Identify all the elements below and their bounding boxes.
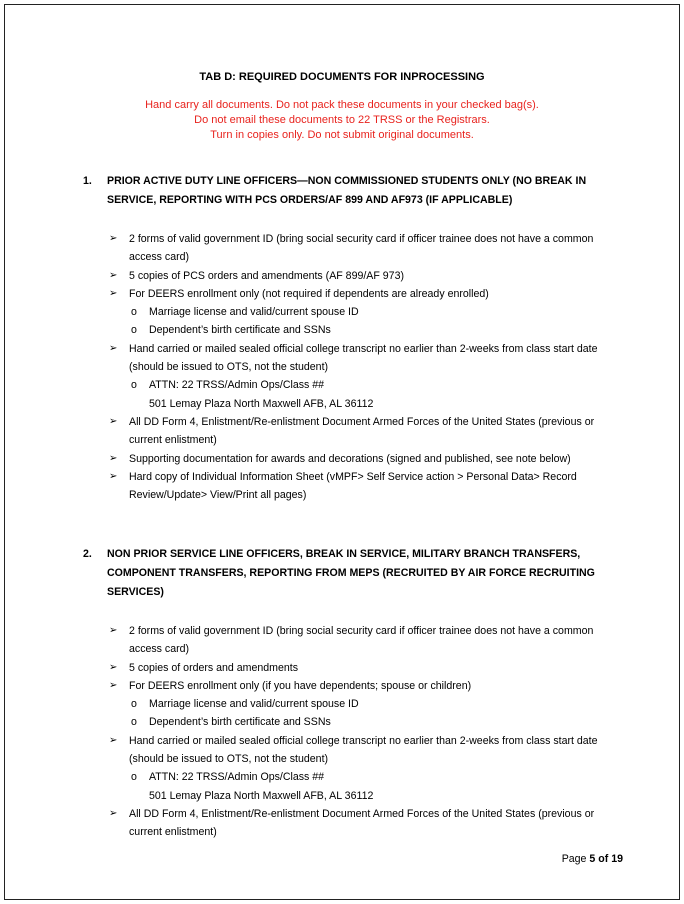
list-item [109,732,629,769]
list-item-text: Hand carried or mailed sealed official college transcript no earlier than 2-weeks from class start date (should be issued to OTS, not the student) [129,342,598,374]
sub-list-item [109,376,629,413]
circle-bullet-icon: o [131,379,137,392]
list-item [109,230,629,267]
sub-list-item [109,695,629,713]
list-item-text: 5 copies of orders and amendments [129,661,299,674]
arrow-bullet-icon: ➢ [109,415,118,427]
sub-list-item [109,768,629,805]
list-item-text: 5 copies of PCS orders and amendments (AF 899/AF 973) [129,269,404,282]
sub-item-text: Marriage license and valid/current spouse ID [149,698,359,711]
arrow-bullet-icon: ➢ [109,734,118,746]
document-title: TAB D: REQUIRED DOCUMENTS FOR INPROCESSING [199,71,485,83]
list-item-text: For DEERS enrollment only (if you have dependents; spouse or children) [129,679,472,692]
list-item-text: All DD Form 4, Enlistment/Re-enlistment Document Armed Forces of the United States (previous or current enlistment) [129,415,595,447]
arrow-bullet-icon: ➢ [109,269,118,281]
list-item-text: All DD Form 4, Enlistment/Re-enlistment Document Armed Forces of the United States (previous or current enlistment) [129,807,595,839]
section-heading-text: NON PRIOR SERVICE LINE OFFICERS, BREAK IN SERVICE, MILITARY BRANCH TRANSFERS, COMPONENT TRANSFERS, REPORTING FROM MEPS (RECRUITED BY AIR FORCE RECRUITING SERVICES) [107,548,595,598]
arrow-bullet-icon: ➢ [109,625,118,636]
section-heading-text: PRIOR ACTIVE DUTY LINE OFFICERS—NON COMMISSIONED STUDENTS ONLY (NO BREAK IN SERVICE, REPORTING WITH PCS ORDERS/AF 899 AND AF973 (IF APPLICABLE) [107,175,587,206]
list-item [109,413,629,450]
page-prefix: Page [561,853,587,865]
circle-bullet-icon: o [131,771,137,784]
sub-item-text: Dependent’s birth certificate and SSNs [149,716,331,729]
warning-line: Do not email these documents to 22 TRSS or the Registrars. [194,114,490,126]
page-of: of [598,853,609,865]
page-number [562,853,623,865]
current-page: 5 [589,853,596,865]
section-number: 2. [83,548,92,560]
requirements-list [109,230,629,504]
list-item [109,450,629,468]
warning-line: Hand carry all documents. Do not pack these documents in your checked bag(s). [145,99,539,111]
sub-list-item [109,713,629,731]
arrow-bullet-icon: ➢ [109,233,118,244]
sub-list-item [109,321,629,339]
document-page [4,4,680,900]
arrow-bullet-icon: ➢ [109,342,118,354]
list-item-text: Hand carried or mailed sealed official college transcript no earlier than 2-weeks from class start date (should be issued to OTS, not the student) [129,734,598,766]
list-item-text: Supporting documentation for awards and decorations (signed and published, see note below) [129,452,571,465]
list-item [109,659,629,677]
list-item [109,468,629,505]
circle-bullet-icon: o [131,324,137,337]
arrow-bullet-icon: ➢ [109,807,118,819]
arrow-bullet-icon: ➢ [109,470,118,482]
section-number: 1. [83,175,92,187]
circle-bullet-icon: o [131,716,137,729]
address-line: ATTN: 22 TRSS/Admin Ops/Class ## [149,771,325,784]
arrow-bullet-icon: ➢ [109,452,118,464]
section-heading [83,172,623,210]
list-item-text: Hard copy of Individual Information Sheet (vMPF> Self Service action > Personal Data> Record Review/Update> View/Print all pages) [129,470,577,502]
arrow-bullet-icon: ➢ [109,661,118,673]
list-item [109,267,629,285]
list-item [109,805,629,842]
warning-line: Turn in copies only. Do not submit original documents. [210,129,474,141]
address-line: 501 Lemay Plaza North Maxwell AFB, AL 36112 [149,397,374,410]
list-item-text: 2 forms of valid government ID (bring social security card if officer trainee does not have a common access card) [129,625,594,656]
sub-item-text: Dependent’s birth certificate and SSNs [149,324,331,337]
requirements-list [109,622,629,842]
circle-bullet-icon: o [131,698,137,711]
arrow-bullet-icon: ➢ [109,679,118,691]
address-line: 501 Lemay Plaza North Maxwell AFB, AL 36112 [149,789,374,802]
warning-block [5,98,679,143]
sub-list-item [109,303,629,321]
section-heading [83,545,623,602]
total-pages: 19 [611,853,623,865]
list-item-text: For DEERS enrollment only (not required if dependents are already enrolled) [129,287,489,300]
list-item [109,285,629,303]
list-item [109,677,629,695]
arrow-bullet-icon: ➢ [109,287,118,299]
address-line: ATTN: 22 TRSS/Admin Ops/Class ## [149,379,325,392]
list-item [109,622,629,659]
list-item [109,340,629,377]
list-item-text: 2 forms of valid government ID (bring social security card if officer trainee does not have a common access card) [129,233,594,264]
sub-item-text: Marriage license and valid/current spouse ID [149,306,359,319]
circle-bullet-icon: o [131,306,137,319]
